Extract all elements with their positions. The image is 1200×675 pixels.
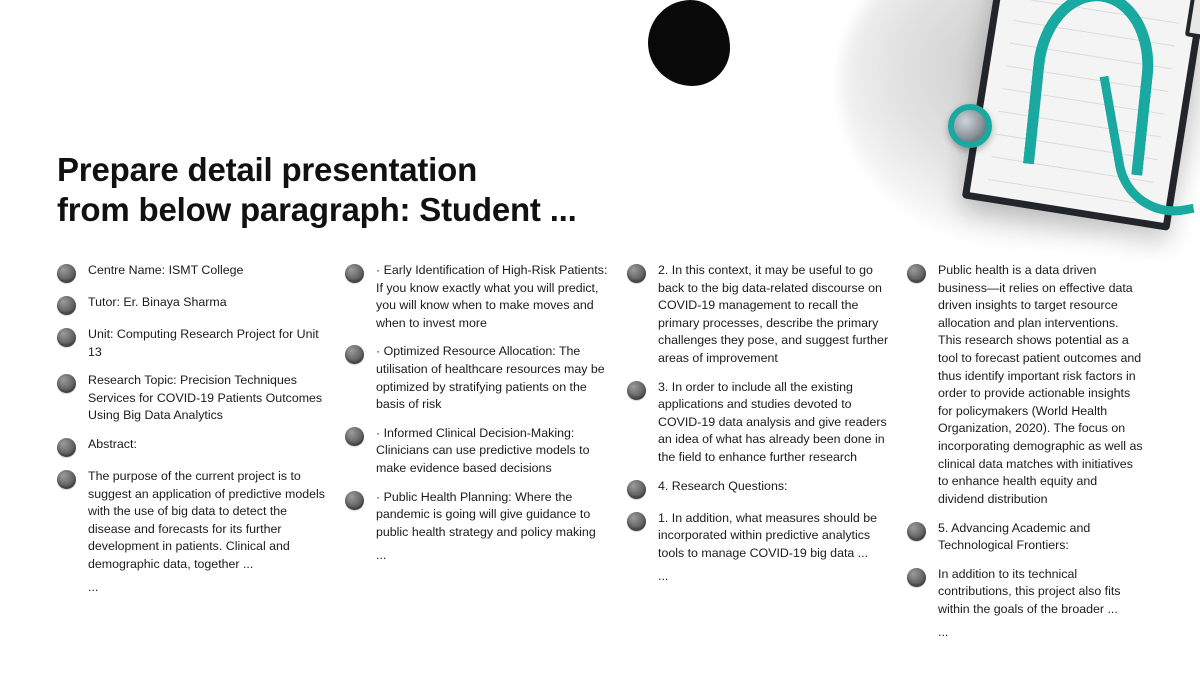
list-item [345, 262, 613, 332]
bullet-icon [57, 264, 76, 283]
content-column-4 [907, 262, 1157, 652]
content-column-2 [345, 262, 627, 652]
bullet-icon [57, 328, 76, 347]
column-trailing-ellipsis: ... [658, 568, 669, 583]
list-item [57, 436, 331, 457]
list-item [57, 262, 331, 283]
list-item [57, 326, 331, 361]
list-item [57, 372, 331, 425]
list-item [57, 294, 331, 315]
bullet-icon [57, 374, 76, 393]
bullet-icon [345, 427, 364, 446]
page-title-line-2: from below paragraph: Student ... [57, 191, 577, 229]
list-item-text: · Public Health Planning: Where the pandemic is going will give guidance to public health strategy and policy making [376, 489, 596, 539]
bullet-icon [345, 345, 364, 364]
bullet-icon [907, 264, 926, 283]
clipboard-icon [962, 0, 1200, 231]
decorative-image-region [760, 0, 1200, 260]
list-item [57, 468, 331, 574]
bullet-icon [345, 264, 364, 283]
list-item-text: 1. In addition, what measures should be incorporated within predictive analytics tools to manage COVID-19 big data ... [658, 510, 878, 560]
page-title-line-1: Prepare detail presentation [57, 151, 478, 188]
list-item [627, 478, 893, 499]
list-item-text: 5. Advancing Academic and Technological Frontiers: [938, 520, 1091, 553]
stethoscope-icon [930, 0, 1200, 260]
bullet-icon [627, 264, 646, 283]
glow-shadow [840, 0, 1200, 250]
black-blob-shape [648, 0, 730, 86]
bullet-icon [907, 568, 926, 587]
stethoscope-chestpiece [948, 104, 992, 148]
page-title [57, 150, 697, 231]
list-item [627, 262, 893, 368]
list-item-text: Unit: Computing Research Project for Unit 13 [88, 327, 319, 359]
bullet-icon [627, 512, 646, 531]
bullet-icon [627, 480, 646, 499]
bullet-icon [57, 470, 76, 489]
content-columns [57, 262, 1157, 652]
list-item [627, 510, 893, 563]
list-item-text: In addition to its technical contributions, this project also fits within the goals of the broader ... [938, 566, 1121, 616]
list-item-text: Centre Name: ISMT College [88, 263, 244, 277]
list-item [345, 425, 613, 478]
list-item-text: · Optimized Resource Allocation: The utilisation of healthcare resources may be optimized by stratifying patients on the basis of risk [376, 344, 605, 412]
list-item-text: Public health is a data driven business—it relies on effective data driven insights to target resource allocation and plan interventions. This research shows potential as a tool to forecast patient outcomes and thus identify important risk factors in order to provide actionable insights for policymakers (World Health Organization, 2020). The focus on incorporating demographic as well as clinical data matches with initiatives to enhance health equity and dividend distribution [938, 263, 1143, 506]
list-item-text: 4. Research Questions: [658, 478, 788, 493]
list-item-text: The purpose of the current project is to suggest an application of predictive models with the use of big data to detect the disease and forecasts for its further development in patients. Clinical and demographic data, together ... [88, 469, 325, 572]
column-trailing-ellipsis: ... [938, 624, 949, 639]
paper-lines [988, 0, 1183, 207]
bullet-icon [345, 491, 364, 510]
content-column-1 [57, 262, 345, 652]
bullet-icon [57, 438, 76, 457]
list-item [907, 262, 1143, 509]
list-item-text: Tutor: Er. Binaya Sharma [88, 295, 227, 309]
bullet-icon [57, 296, 76, 315]
list-item [907, 566, 1143, 619]
column-trailing-ellipsis: ... [88, 579, 99, 594]
bullet-icon [907, 522, 926, 541]
list-item [345, 343, 613, 413]
list-item-text: Research Topic: Precision Techniques Services for COVID-19 Patients Outcomes Using Big Data Analytics [88, 373, 323, 423]
list-item-text: Abstract: [88, 437, 137, 452]
stethoscope-cord [1100, 65, 1195, 225]
list-item-text: · Informed Clinical Decision-Making: Clinicians can use predictive models to make evidence based decisions [376, 425, 590, 476]
list-item [907, 520, 1143, 555]
list-item-text: 3. In order to include all the existing applications and studies devoted to COVID-19 data analysis and give readers an idea of what has already been done in the field to enhance further research [658, 379, 887, 465]
list-item [345, 489, 613, 542]
stethoscope-tube [1023, 0, 1161, 176]
list-item-text: 2. In this context, it may be useful to go back to the big data-related discourse on COVID-19 management to recall the primary processes, describe the primary challenges they pose, and suggest further areas of improvement [658, 263, 889, 366]
bullet-icon [627, 381, 646, 400]
list-item [627, 379, 893, 467]
list-item-text: · Early Identification of High-Risk Patients: If you know exactly what you will predict, you will know when to make moves and when to invest more [376, 263, 608, 330]
column-trailing-ellipsis: ... [376, 547, 387, 562]
content-column-3 [627, 262, 907, 652]
